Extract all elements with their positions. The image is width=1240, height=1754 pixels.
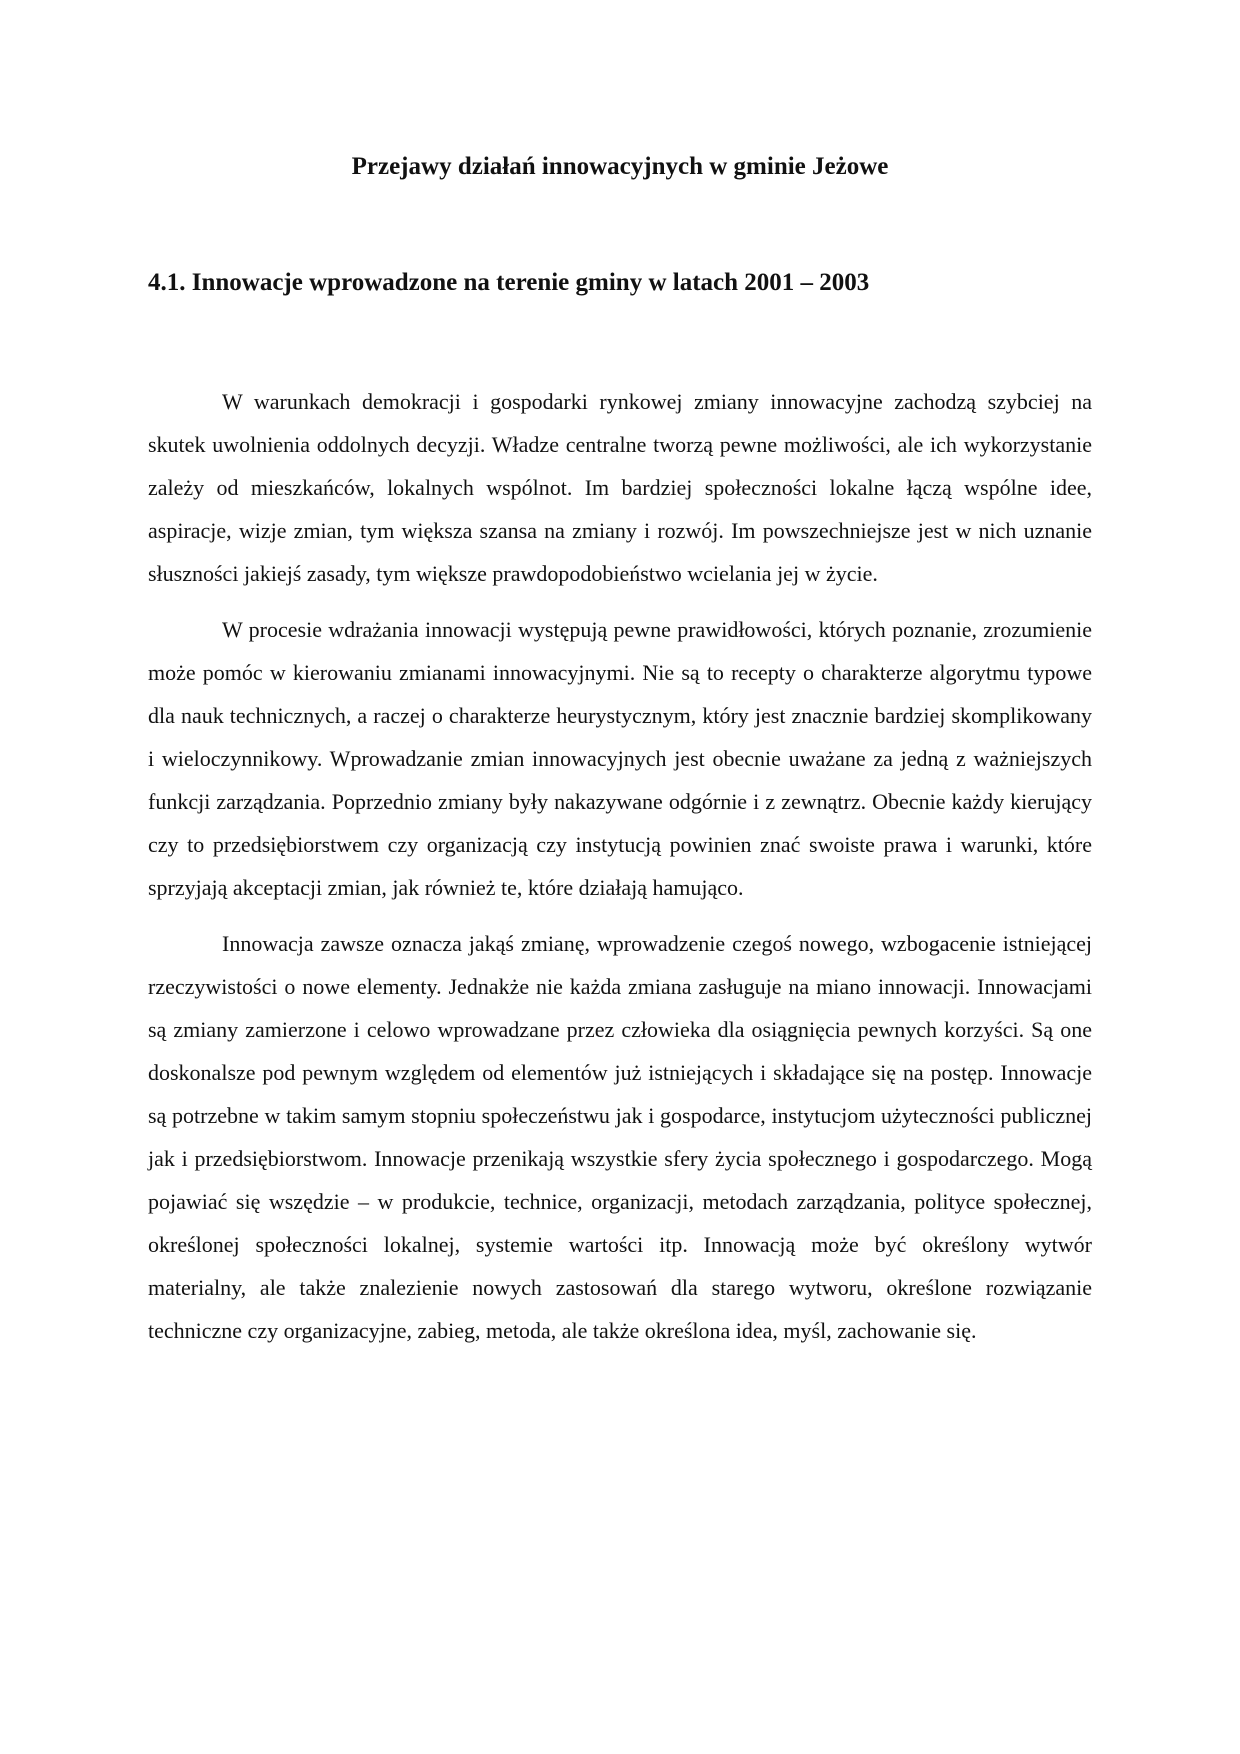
- body-text: [148, 380, 1092, 1365]
- paragraph-1: W warunkach demokracji i gospodarki rynkowej zmiany innowacyjne zachodzą szybciej na skutek uwolnienia oddolnych decyzji. Władze centralne tworzą pewne możliwości, ale ich wykorzystanie zależy od mieszkańców, lokalnych wspólnot. Im bardziej społeczności lokalne łączą wspólne idee, aspiracje, wizje zmian, tym większa szansa na zmiany i rozwój. Im powszechniejsze jest w nich uznanie słuszności jakiejś zasady, tym większe prawdopodobieństwo wcielania jej w życie.: [148, 389, 1092, 586]
- document-title: Przejawy działań innowacyjnych w gminie Jeżowe: [351, 153, 889, 180]
- paragraph-3: Innowacja zawsze oznacza jakąś zmianę, wprowadzenie czegoś nowego, wzbogacenie istniejącej rzeczywistości o nowe elementy. Jednakże nie każda zmiana zasługuje na miano innowacji. Innowacjami są zmiany zamierzone i celowo wprowadzane przez człowieka dla osiągnięcia pewnych korzyści. Są one doskonalsze pod pewnym względem od elementów już istniejących i składające się na postęp. Innowacje są potrzebne w takim samym stopniu społeczeństwu jak i gospodarce, instytucjom użyteczności publicznej jak i przedsiębiorstwom. Innowacje przenikają wszystkie sfery życia społecznego i gospodarczego. Mogą pojawiać się wszędzie – w produkcie, technice, organizacji, metodach zarządzania, polityce społecznej, określonej społeczności lokalnej, systemie wartości itp. Innowacją może być określony wytwór materialny, ale także znalezienie nowych zastosowań dla starego wytworu, określone rozwiązanie techniczne czy organizacyjne, zabieg, metoda, ale także określona idea, myśl, zachowanie się.: [148, 931, 1092, 1343]
- paragraph-2: W procesie wdrażania innowacji występują pewne prawidłowości, których poznanie, zrozumienie może pomóc w kierowaniu zmianami innowacyjnymi. Nie są to recepty o charakterze algorytmu typowe dla nauk technicznych, a raczej o charakterze heurystycznym, który jest znacznie bardziej skomplikowany i wieloczynnikowy. Wprowadzanie zmian innowacyjnych jest obecnie uważane za jedną z ważniejszych funkcji zarządzania. Poprzednio zmiany były nakazywane odgórnie i z zewnątrz. Obecnie każdy kierujący czy to przedsiębiorstwem czy organizacją czy instytucją powinien znać swoiste prawa i warunki, które sprzyjają akceptacji zmian, jak również te, które działają hamująco.: [148, 617, 1092, 900]
- section-heading: 4.1. Innowacje wprowadzone na terenie gminy w latach 2001 – 2003: [148, 269, 870, 296]
